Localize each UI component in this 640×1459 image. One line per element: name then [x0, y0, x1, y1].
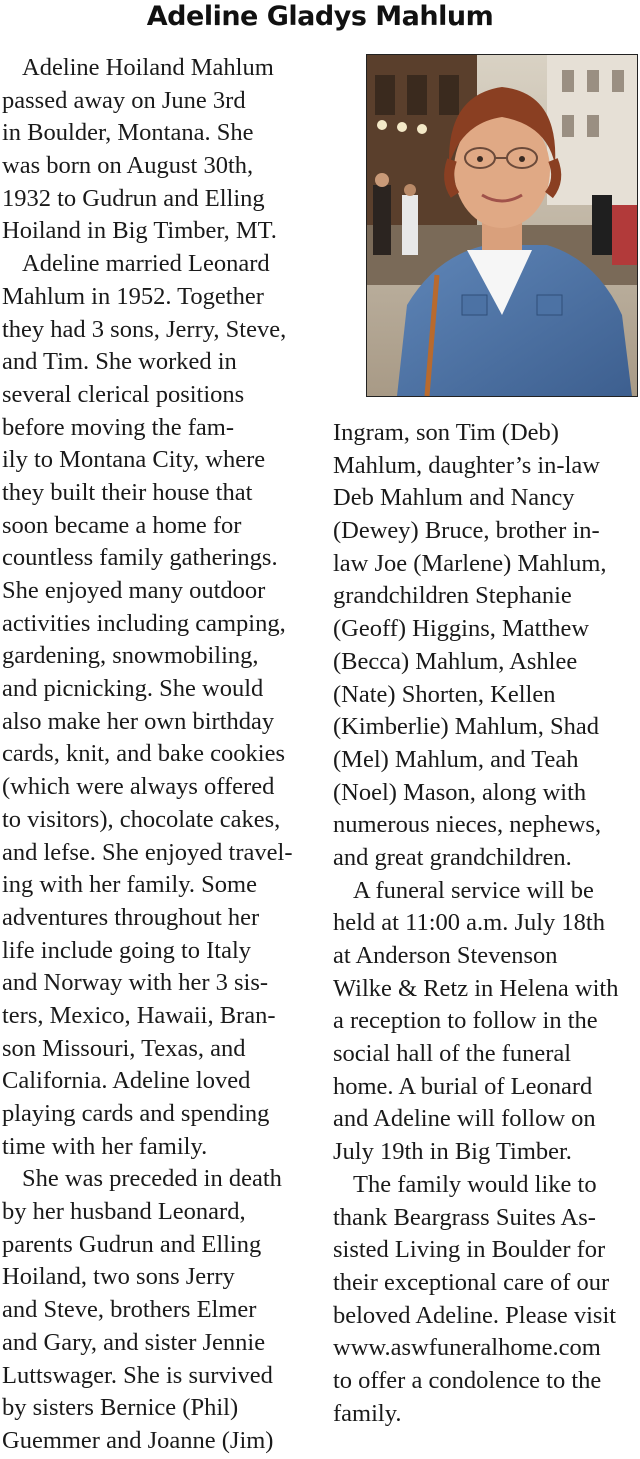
text-line: also make her own birthday: [2, 707, 275, 735]
obituary-column-2: [333, 417, 638, 1430]
obituary-title: Adeline Gladys Mahlum: [146, 1, 494, 32]
text-line: (which were always offered: [2, 773, 275, 801]
text-line: they built their house that: [2, 478, 253, 506]
text-line: She was preceded in death: [22, 1165, 282, 1193]
portrait-illustration: [367, 55, 637, 396]
text-line: grandchildren Stephanie: [333, 582, 572, 610]
text-line: Wilke & Retz in Helena with: [333, 974, 619, 1002]
text-line: July 19th in Big Timber.: [333, 1138, 572, 1166]
text-line: ters, Mexico, Hawaii, Bran-: [2, 1001, 276, 1029]
text-line: (Nate) Shorten, Kellen: [333, 680, 556, 708]
text-line: soon became a home for: [2, 511, 242, 539]
text-line: held at 11:00 a.m. July 18th: [333, 909, 605, 937]
text-line: Deb Mahlum and Nancy: [333, 484, 575, 512]
text-line: their exceptional care of our: [333, 1268, 610, 1296]
text-line: to visitors), chocolate cakes,: [2, 805, 281, 833]
text-line: California. Adeline loved: [2, 1067, 251, 1095]
text-line: parents Gudrun and Elling: [2, 1230, 262, 1258]
text-line: and Gary, and sister Jennie: [2, 1328, 266, 1356]
text-line: and Adeline will follow on: [333, 1105, 596, 1133]
portrait-photo: [366, 54, 638, 397]
text-line: activities including camping,: [2, 609, 286, 637]
text-line: Hoiland, two sons Jerry: [2, 1263, 235, 1291]
text-line: Hoiland in Big Timber, MT.: [2, 217, 277, 245]
text-line: She enjoyed many outdoor: [2, 577, 266, 604]
text-line: Luttswager. She is survived: [2, 1361, 273, 1389]
text-line: www.aswfuneralhome.com: [333, 1334, 601, 1362]
text-line: family.: [333, 1399, 402, 1427]
text-line: Adeline married Leonard: [22, 250, 270, 278]
text-line: (Kimberlie) Mahlum, Shad: [333, 713, 600, 741]
text-line: ing with her family. Some: [2, 871, 257, 899]
text-line: 1932 to Gudrun and Elling: [2, 184, 265, 212]
text-line: gardening, snowmobiling,: [2, 642, 259, 670]
text-line: A funeral service will be: [353, 876, 594, 904]
text-line: passed away on June 3rd: [2, 86, 246, 114]
text-line: Ingram, son Tim (Deb): [333, 419, 559, 446]
text-line: by sisters Bernice (Phil): [2, 1394, 239, 1422]
text-line: cards, knit, and bake cookies: [2, 740, 286, 768]
text-line: to offer a condolence to the: [333, 1366, 602, 1394]
text-line: ily to Montana City, where: [2, 446, 266, 474]
text-line: playing cards and spending: [2, 1100, 270, 1127]
text-line: and picnicking. She would: [2, 675, 264, 703]
text-line: (Noel) Mason, along with: [333, 778, 587, 806]
text-line: thank Beargrass Suites As-: [333, 1203, 596, 1231]
text-line: numerous nieces, nephews,: [333, 811, 602, 839]
text-line: beloved Adeline. Please visit: [333, 1301, 617, 1329]
text-line: son Missouri, Texas, and: [2, 1034, 246, 1062]
text-line: a reception to follow in the: [333, 1007, 598, 1035]
text-line: Mahlum, daughter’s in-law: [333, 451, 600, 479]
text-line: and lefse. She enjoyed travel-: [2, 838, 293, 866]
text-line: and Tim. She worked in: [2, 348, 237, 376]
text-line: (Geoff) Higgins, Matthew: [333, 615, 590, 643]
text-line: countless family gatherings.: [2, 544, 278, 572]
obituary-column-1: [2, 52, 358, 1458]
text-line: was born on August 30th,: [2, 152, 254, 180]
text-line: (Mel) Mahlum, and Teah: [333, 745, 579, 773]
text-line: Guemmer and Joanne (Jim): [2, 1426, 274, 1454]
text-line: sisted Living in Boulder for: [333, 1236, 606, 1264]
text-line: by her husband Leonard,: [2, 1198, 246, 1226]
text-line: before moving the fam-: [2, 413, 234, 441]
text-line: social hall of the funeral: [333, 1040, 572, 1068]
text-line: The family would like to: [353, 1170, 597, 1198]
text-line: several clerical positions: [2, 380, 245, 408]
text-line: they had 3 sons, Jerry, Steve,: [2, 315, 287, 343]
text-line: and Norway with her 3 sis-: [2, 969, 269, 997]
text-line: time with her family.: [2, 1132, 208, 1160]
text-line: adventures throughout her: [2, 903, 260, 931]
text-line: and great grandchildren.: [333, 843, 572, 871]
text-line: law Joe (Marlene) Mahlum,: [333, 549, 607, 577]
text-line: (Becca) Mahlum, Ashlee: [333, 647, 578, 675]
text-line: in Boulder, Montana. She: [2, 119, 254, 147]
text-line: and Steve, brothers Elmer: [2, 1296, 257, 1324]
text-line: life include going to Italy: [2, 936, 252, 964]
text-line: home. A burial of Leonard: [333, 1072, 593, 1100]
text-line: (Dewey) Bruce, brother in-: [333, 517, 600, 545]
text-line: at Anderson Stevenson: [333, 942, 558, 969]
text-line: Mahlum in 1952. Together: [2, 282, 264, 310]
text-line: Adeline Hoiland Mahlum: [22, 54, 274, 81]
